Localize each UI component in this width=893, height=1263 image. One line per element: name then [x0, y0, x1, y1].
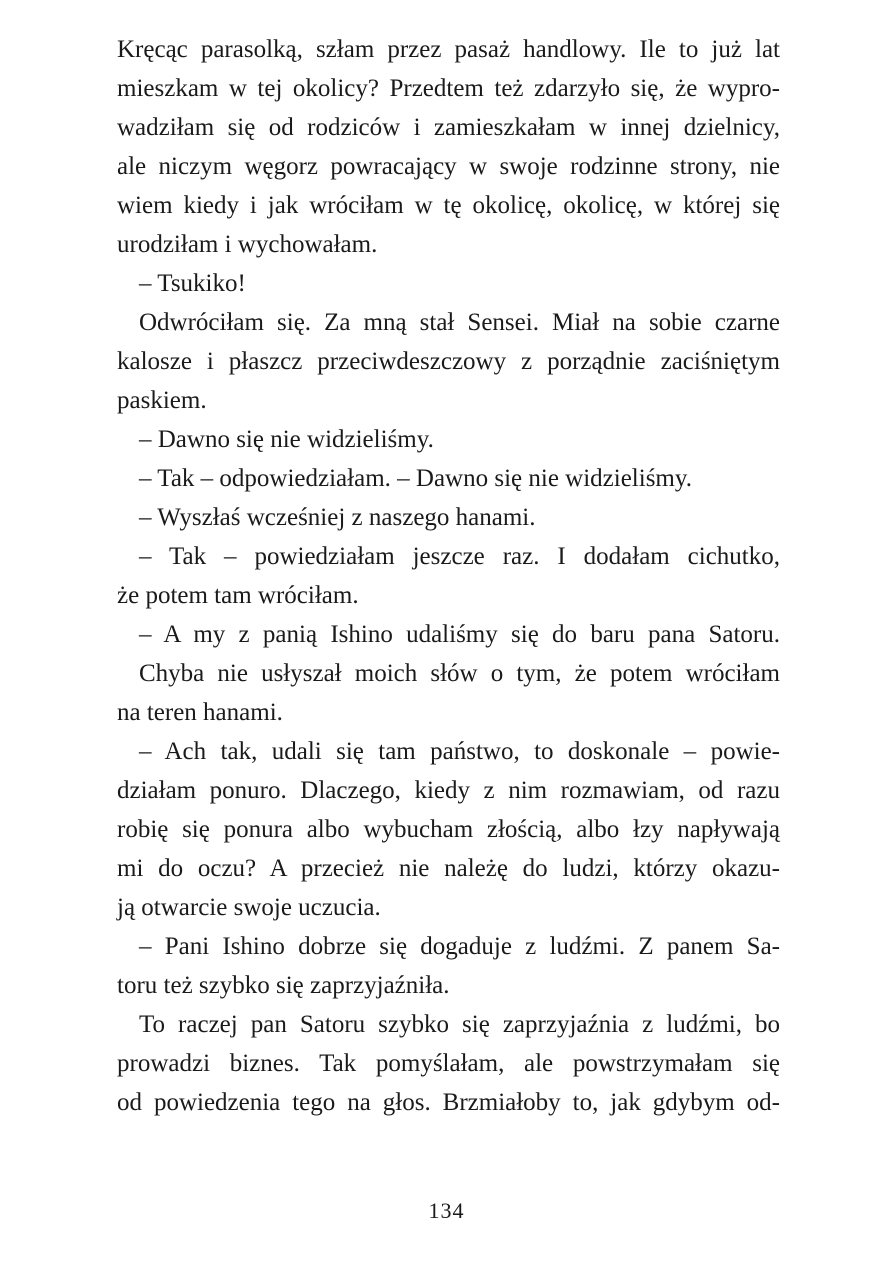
text-line: prowadzi biznes. Tak pomyślałam, ale powstrzymałam się [117, 1050, 780, 1077]
text-line: działam ponuro. Dlaczego, kiedy z nim rozmawiam, od razu [117, 777, 780, 804]
dialogue-line: – Tsukiko! [139, 270, 246, 297]
text-line: wiem kiedy i jak wróciłam w tę okolicę, okolicę, w której się [117, 192, 780, 219]
text-line: paskiem. [117, 387, 207, 414]
text-line: Kręcąc parasolką, szłam przez pasaż handlowy. Ile to już lat [117, 36, 780, 63]
text-line: urodziłam i wychowałam. [117, 231, 378, 258]
dialogue-line: – Dawno się nie widzieliśmy. [139, 426, 434, 453]
dialogue-line: – A my z panią Ishino udaliśmy się do baru pana Satoru. [139, 621, 780, 648]
text-line: że potem tam wróciłam. [117, 582, 359, 609]
text-line: ale niczym węgorz powracający w swoje rodzinne strony, nie [117, 153, 780, 180]
page-number: 134 [428, 1198, 465, 1223]
text-line: wadziłam się od rodziców i zamieszkałam w innej dzielnicy, [117, 114, 780, 141]
dialogue-line: – Tak – powiedziałam jeszcze raz. I dodałam cichutko, [139, 543, 780, 570]
dialogue-line: – Tak – odpowiedziałam. – Dawno się nie widzieliśmy. [139, 465, 692, 492]
text-line: mi do oczu? A przecież nie należę do ludzi, którzy okazu- [117, 855, 780, 882]
text-line: ją otwarcie swoje uczucia. [117, 894, 381, 921]
text-line: To raczej pan Satoru szybko się zaprzyjaźnia z ludźmi, bo [139, 1011, 780, 1038]
text-line: na teren hanami. [117, 699, 283, 726]
text-line: kalosze i płaszcz przeciwdeszczowy z porządnie zaciśniętym [117, 348, 780, 375]
text-line: mieszkam w tej okolicy? Przedtem też zdarzyło się, że wypro- [117, 75, 780, 102]
text-line: Chyba nie usłyszał moich słów o tym, że potem wróciłam [139, 660, 780, 687]
dialogue-line: – Wyszłaś wcześniej z naszego hanami. [139, 504, 536, 531]
text-line: Odwróciłam się. Za mną stał Sensei. Miał na sobie czarne [139, 309, 780, 336]
text-line: toru też szybko się zaprzyjaźniła. [117, 972, 450, 999]
dialogue-line: – Ach tak, udali się tam państwo, to doskonale – powie- [139, 738, 780, 765]
dialogue-line: – Pani Ishino dobrze się dogaduje z ludźmi. Z panem Sa- [139, 933, 780, 960]
text-line: robię się ponura albo wybucham złością, albo łzy napływają [117, 816, 780, 843]
text-line: od powiedzenia tego na głos. Brzmiałoby to, jak gdybym od- [117, 1089, 780, 1116]
